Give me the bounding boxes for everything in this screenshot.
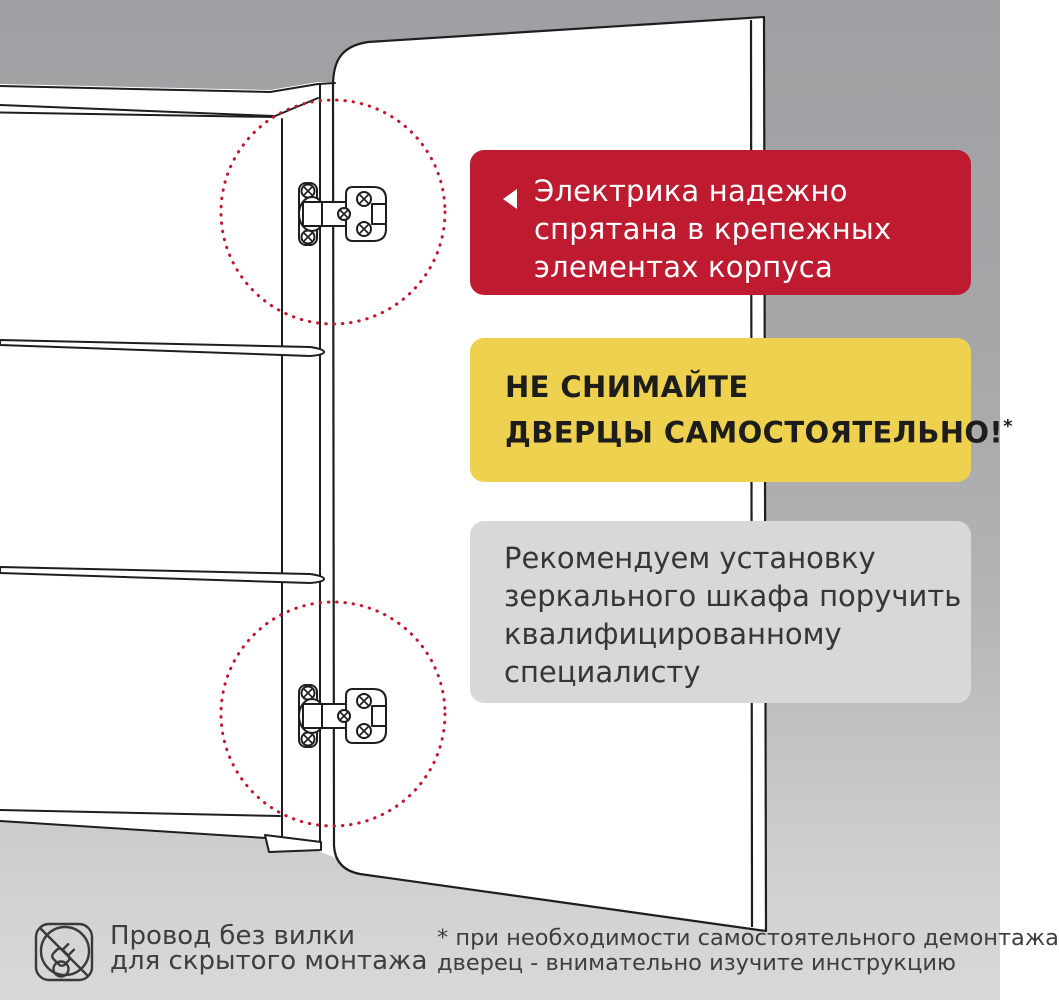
footnote-line: дверец - внимательно изучите инструкцию	[437, 950, 956, 976]
callout-electric	[470, 150, 971, 295]
callout-electric-line: спрятана в крепежных	[534, 212, 892, 246]
callout-recommendation-line: квалифицированному	[504, 617, 842, 651]
feature-note	[34, 922, 427, 982]
feature-note-line: для скрытого монтажа	[110, 946, 428, 976]
arrow-left-icon	[503, 189, 517, 209]
callout-warning-line	[505, 407, 1013, 453]
callout-warning	[470, 338, 1013, 482]
cabinet-body	[0, 82, 336, 858]
callout-electric-line: Электрика надежно	[534, 174, 848, 208]
callout-recommendation	[470, 521, 971, 703]
callout-recommendation-line: Рекомендуем установку	[504, 541, 876, 575]
callout-electric-line: элементах корпуса	[534, 250, 833, 284]
callout-warning-text: ДВЕРЦЫ САМОСТОЯТЕЛЬНО!	[505, 415, 1004, 450]
callout-recommendation-line: зеркального шкафа поручить	[504, 579, 962, 613]
footnote	[437, 926, 1059, 976]
footnote-line: * при необходимости самостоятельного демонтажа	[437, 925, 1059, 951]
footnote-marker: *	[1003, 416, 1013, 437]
no-plug-icon	[34, 922, 94, 982]
callout-warning-line: НЕ СНИМАЙТЕ	[505, 370, 749, 404]
callout-recommendation-line: специалисту	[504, 655, 701, 689]
feature-note-line: Провод без вилки	[110, 921, 355, 951]
feature-note-text	[110, 922, 427, 982]
